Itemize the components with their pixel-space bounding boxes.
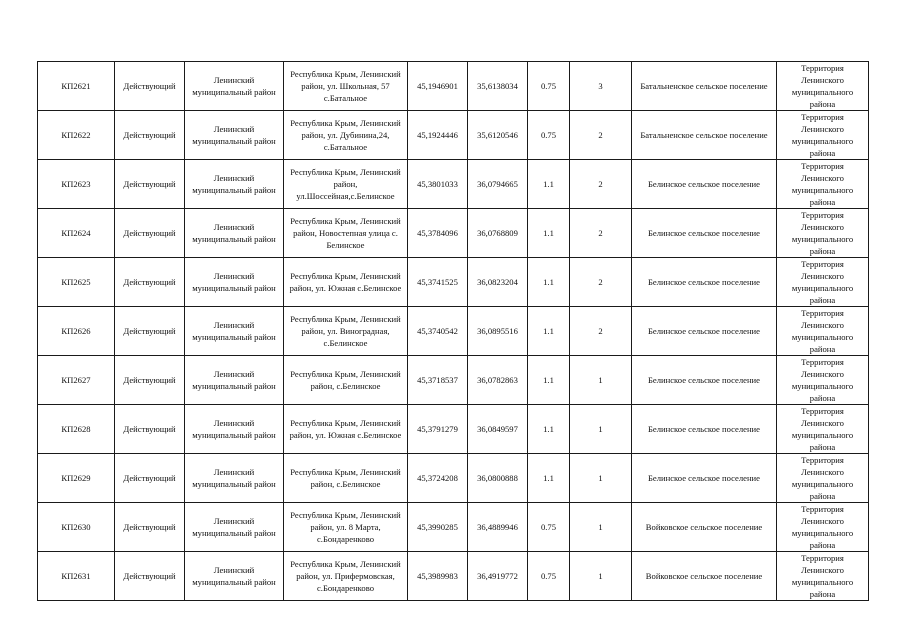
value-cell: 1.1 bbox=[528, 209, 570, 258]
settlement-cell: Белинское сельское поселение bbox=[632, 160, 777, 209]
latitude-cell: 45,3990285 bbox=[408, 503, 468, 552]
site-code-cell: КП2627 bbox=[38, 356, 115, 405]
status-cell: Действующий bbox=[115, 111, 185, 160]
value-cell: 0.75 bbox=[528, 503, 570, 552]
district-cell: Ленинский муниципальный район bbox=[185, 62, 284, 111]
settlement-cell: Белинское сельское поселение bbox=[632, 209, 777, 258]
longitude-cell: 36,0800888 bbox=[468, 454, 528, 503]
table-row bbox=[38, 209, 869, 258]
longitude-cell: 35,6138034 bbox=[468, 62, 528, 111]
address-cell: Республика Крым, Ленинский район, с.Белинское bbox=[284, 356, 408, 405]
site-code-cell: КП2624 bbox=[38, 209, 115, 258]
count-cell: 1 bbox=[570, 552, 632, 601]
site-code-cell: КП2623 bbox=[38, 160, 115, 209]
latitude-cell: 45,3989983 bbox=[408, 552, 468, 601]
site-code-cell: КП2626 bbox=[38, 307, 115, 356]
district-cell: Ленинский муниципальный район bbox=[185, 356, 284, 405]
territory-cell: Территория Ленинского муниципального района bbox=[777, 258, 869, 307]
table-row bbox=[38, 405, 869, 454]
count-cell: 2 bbox=[570, 258, 632, 307]
address-cell: Республика Крым, Ленинский район, ул. Южная с.Белинское bbox=[284, 405, 408, 454]
value-cell: 0.75 bbox=[528, 111, 570, 160]
count-cell: 3 bbox=[570, 62, 632, 111]
site-code-cell: КП2628 bbox=[38, 405, 115, 454]
site-code-cell: КП2629 bbox=[38, 454, 115, 503]
status-cell: Действующий bbox=[115, 552, 185, 601]
table-row bbox=[38, 160, 869, 209]
count-cell: 2 bbox=[570, 111, 632, 160]
value-cell: 1.1 bbox=[528, 454, 570, 503]
table-row bbox=[38, 307, 869, 356]
value-cell: 0.75 bbox=[528, 62, 570, 111]
value-cell: 1.1 bbox=[528, 356, 570, 405]
settlement-cell: Белинское сельское поселение bbox=[632, 356, 777, 405]
address-cell: Республика Крым, Ленинский район, ул. Южная с.Белинское bbox=[284, 258, 408, 307]
count-cell: 1 bbox=[570, 454, 632, 503]
longitude-cell: 36,0895516 bbox=[468, 307, 528, 356]
site-code-cell: КП2631 bbox=[38, 552, 115, 601]
longitude-cell: 36,4889946 bbox=[468, 503, 528, 552]
address-cell: Республика Крым, Ленинский район, ул. Виноградная, с.Белинское bbox=[284, 307, 408, 356]
longitude-cell: 36,0849597 bbox=[468, 405, 528, 454]
site-code-cell: КП2622 bbox=[38, 111, 115, 160]
latitude-cell: 45,1946901 bbox=[408, 62, 468, 111]
district-cell: Ленинский муниципальный район bbox=[185, 454, 284, 503]
count-cell: 2 bbox=[570, 209, 632, 258]
value-cell: 1.1 bbox=[528, 307, 570, 356]
district-cell: Ленинский муниципальный район bbox=[185, 160, 284, 209]
longitude-cell: 36,4919772 bbox=[468, 552, 528, 601]
table-row bbox=[38, 258, 869, 307]
table-row bbox=[38, 552, 869, 601]
status-cell: Действующий bbox=[115, 62, 185, 111]
address-cell: Республика Крым, Ленинский район, Новостепная улица с. Белинское bbox=[284, 209, 408, 258]
table-row bbox=[38, 503, 869, 552]
count-cell: 1 bbox=[570, 356, 632, 405]
value-cell: 1.1 bbox=[528, 160, 570, 209]
address-cell: Республика Крым, Ленинский район, ул. Дубинина,24, с.Батальное bbox=[284, 111, 408, 160]
latitude-cell: 45,3784096 bbox=[408, 209, 468, 258]
table-row bbox=[38, 356, 869, 405]
territory-cell: Территория Ленинского муниципального района bbox=[777, 62, 869, 111]
district-cell: Ленинский муниципальный район bbox=[185, 503, 284, 552]
table-row bbox=[38, 454, 869, 503]
table-row bbox=[38, 111, 869, 160]
territory-cell: Территория Ленинского муниципального района bbox=[777, 160, 869, 209]
address-cell: Республика Крым, Ленинский район, ул. Прифермовская, с.Бондаренково bbox=[284, 552, 408, 601]
territory-cell: Территория Ленинского муниципального района bbox=[777, 454, 869, 503]
settlement-cell: Войковское сельское поселение bbox=[632, 503, 777, 552]
settlement-cell: Батальненское сельское поселение bbox=[632, 62, 777, 111]
settlement-cell: Белинское сельское поселение bbox=[632, 307, 777, 356]
longitude-cell: 36,0794665 bbox=[468, 160, 528, 209]
status-cell: Действующий bbox=[115, 405, 185, 454]
latitude-cell: 45,3741525 bbox=[408, 258, 468, 307]
district-cell: Ленинский муниципальный район bbox=[185, 209, 284, 258]
site-code-cell: КП2625 bbox=[38, 258, 115, 307]
longitude-cell: 36,0823204 bbox=[468, 258, 528, 307]
district-cell: Ленинский муниципальный район bbox=[185, 111, 284, 160]
settlement-cell: Белинское сельское поселение bbox=[632, 258, 777, 307]
address-cell: Республика Крым, Ленинский район, с.Белинское bbox=[284, 454, 408, 503]
count-cell: 2 bbox=[570, 160, 632, 209]
status-cell: Действующий bbox=[115, 209, 185, 258]
district-cell: Ленинский муниципальный район bbox=[185, 405, 284, 454]
value-cell: 0.75 bbox=[528, 552, 570, 601]
longitude-cell: 36,0768809 bbox=[468, 209, 528, 258]
district-cell: Ленинский муниципальный район bbox=[185, 307, 284, 356]
territory-cell: Территория Ленинского муниципального района bbox=[777, 552, 869, 601]
table-row bbox=[38, 62, 869, 111]
latitude-cell: 45,1924446 bbox=[408, 111, 468, 160]
status-cell: Действующий bbox=[115, 503, 185, 552]
settlement-cell: Белинское сельское поселение bbox=[632, 405, 777, 454]
count-cell: 2 bbox=[570, 307, 632, 356]
value-cell: 1.1 bbox=[528, 258, 570, 307]
settlement-cell: Войковское сельское поселение bbox=[632, 552, 777, 601]
status-cell: Действующий bbox=[115, 160, 185, 209]
count-cell: 1 bbox=[570, 503, 632, 552]
latitude-cell: 45,3791279 bbox=[408, 405, 468, 454]
settlement-cell: Белинское сельское поселение bbox=[632, 454, 777, 503]
territory-cell: Территория Ленинского муниципального района bbox=[777, 356, 869, 405]
territory-cell: Территория Ленинского муниципального района bbox=[777, 307, 869, 356]
status-cell: Действующий bbox=[115, 356, 185, 405]
site-code-cell: КП2630 bbox=[38, 503, 115, 552]
latitude-cell: 45,3724208 bbox=[408, 454, 468, 503]
district-cell: Ленинский муниципальный район bbox=[185, 552, 284, 601]
settlement-cell: Батальненское сельское поселение bbox=[632, 111, 777, 160]
longitude-cell: 35,6120546 bbox=[468, 111, 528, 160]
address-cell: Республика Крым, Ленинский район, ул.Шоссейная,с.Белинское bbox=[284, 160, 408, 209]
site-code-cell: КП2621 bbox=[38, 62, 115, 111]
territory-cell: Территория Ленинского муниципального района bbox=[777, 209, 869, 258]
status-cell: Действующий bbox=[115, 258, 185, 307]
status-cell: Действующий bbox=[115, 307, 185, 356]
district-cell: Ленинский муниципальный район bbox=[185, 258, 284, 307]
address-cell: Республика Крым, Ленинский район, ул. Школьная, 57 с.Батальное bbox=[284, 62, 408, 111]
status-cell: Действующий bbox=[115, 454, 185, 503]
latitude-cell: 45,3801033 bbox=[408, 160, 468, 209]
longitude-cell: 36,0782863 bbox=[468, 356, 528, 405]
latitude-cell: 45,3740542 bbox=[408, 307, 468, 356]
territory-cell: Территория Ленинского муниципального района bbox=[777, 405, 869, 454]
count-cell: 1 bbox=[570, 405, 632, 454]
value-cell: 1.1 bbox=[528, 405, 570, 454]
container-site-table bbox=[37, 61, 869, 601]
territory-cell: Территория Ленинского муниципального района bbox=[777, 111, 869, 160]
table-body bbox=[38, 62, 869, 601]
address-cell: Республика Крым, Ленинский район, ул. 8 Марта, с.Бондаренково bbox=[284, 503, 408, 552]
territory-cell: Территория Ленинского муниципального района bbox=[777, 503, 869, 552]
latitude-cell: 45,3718537 bbox=[408, 356, 468, 405]
